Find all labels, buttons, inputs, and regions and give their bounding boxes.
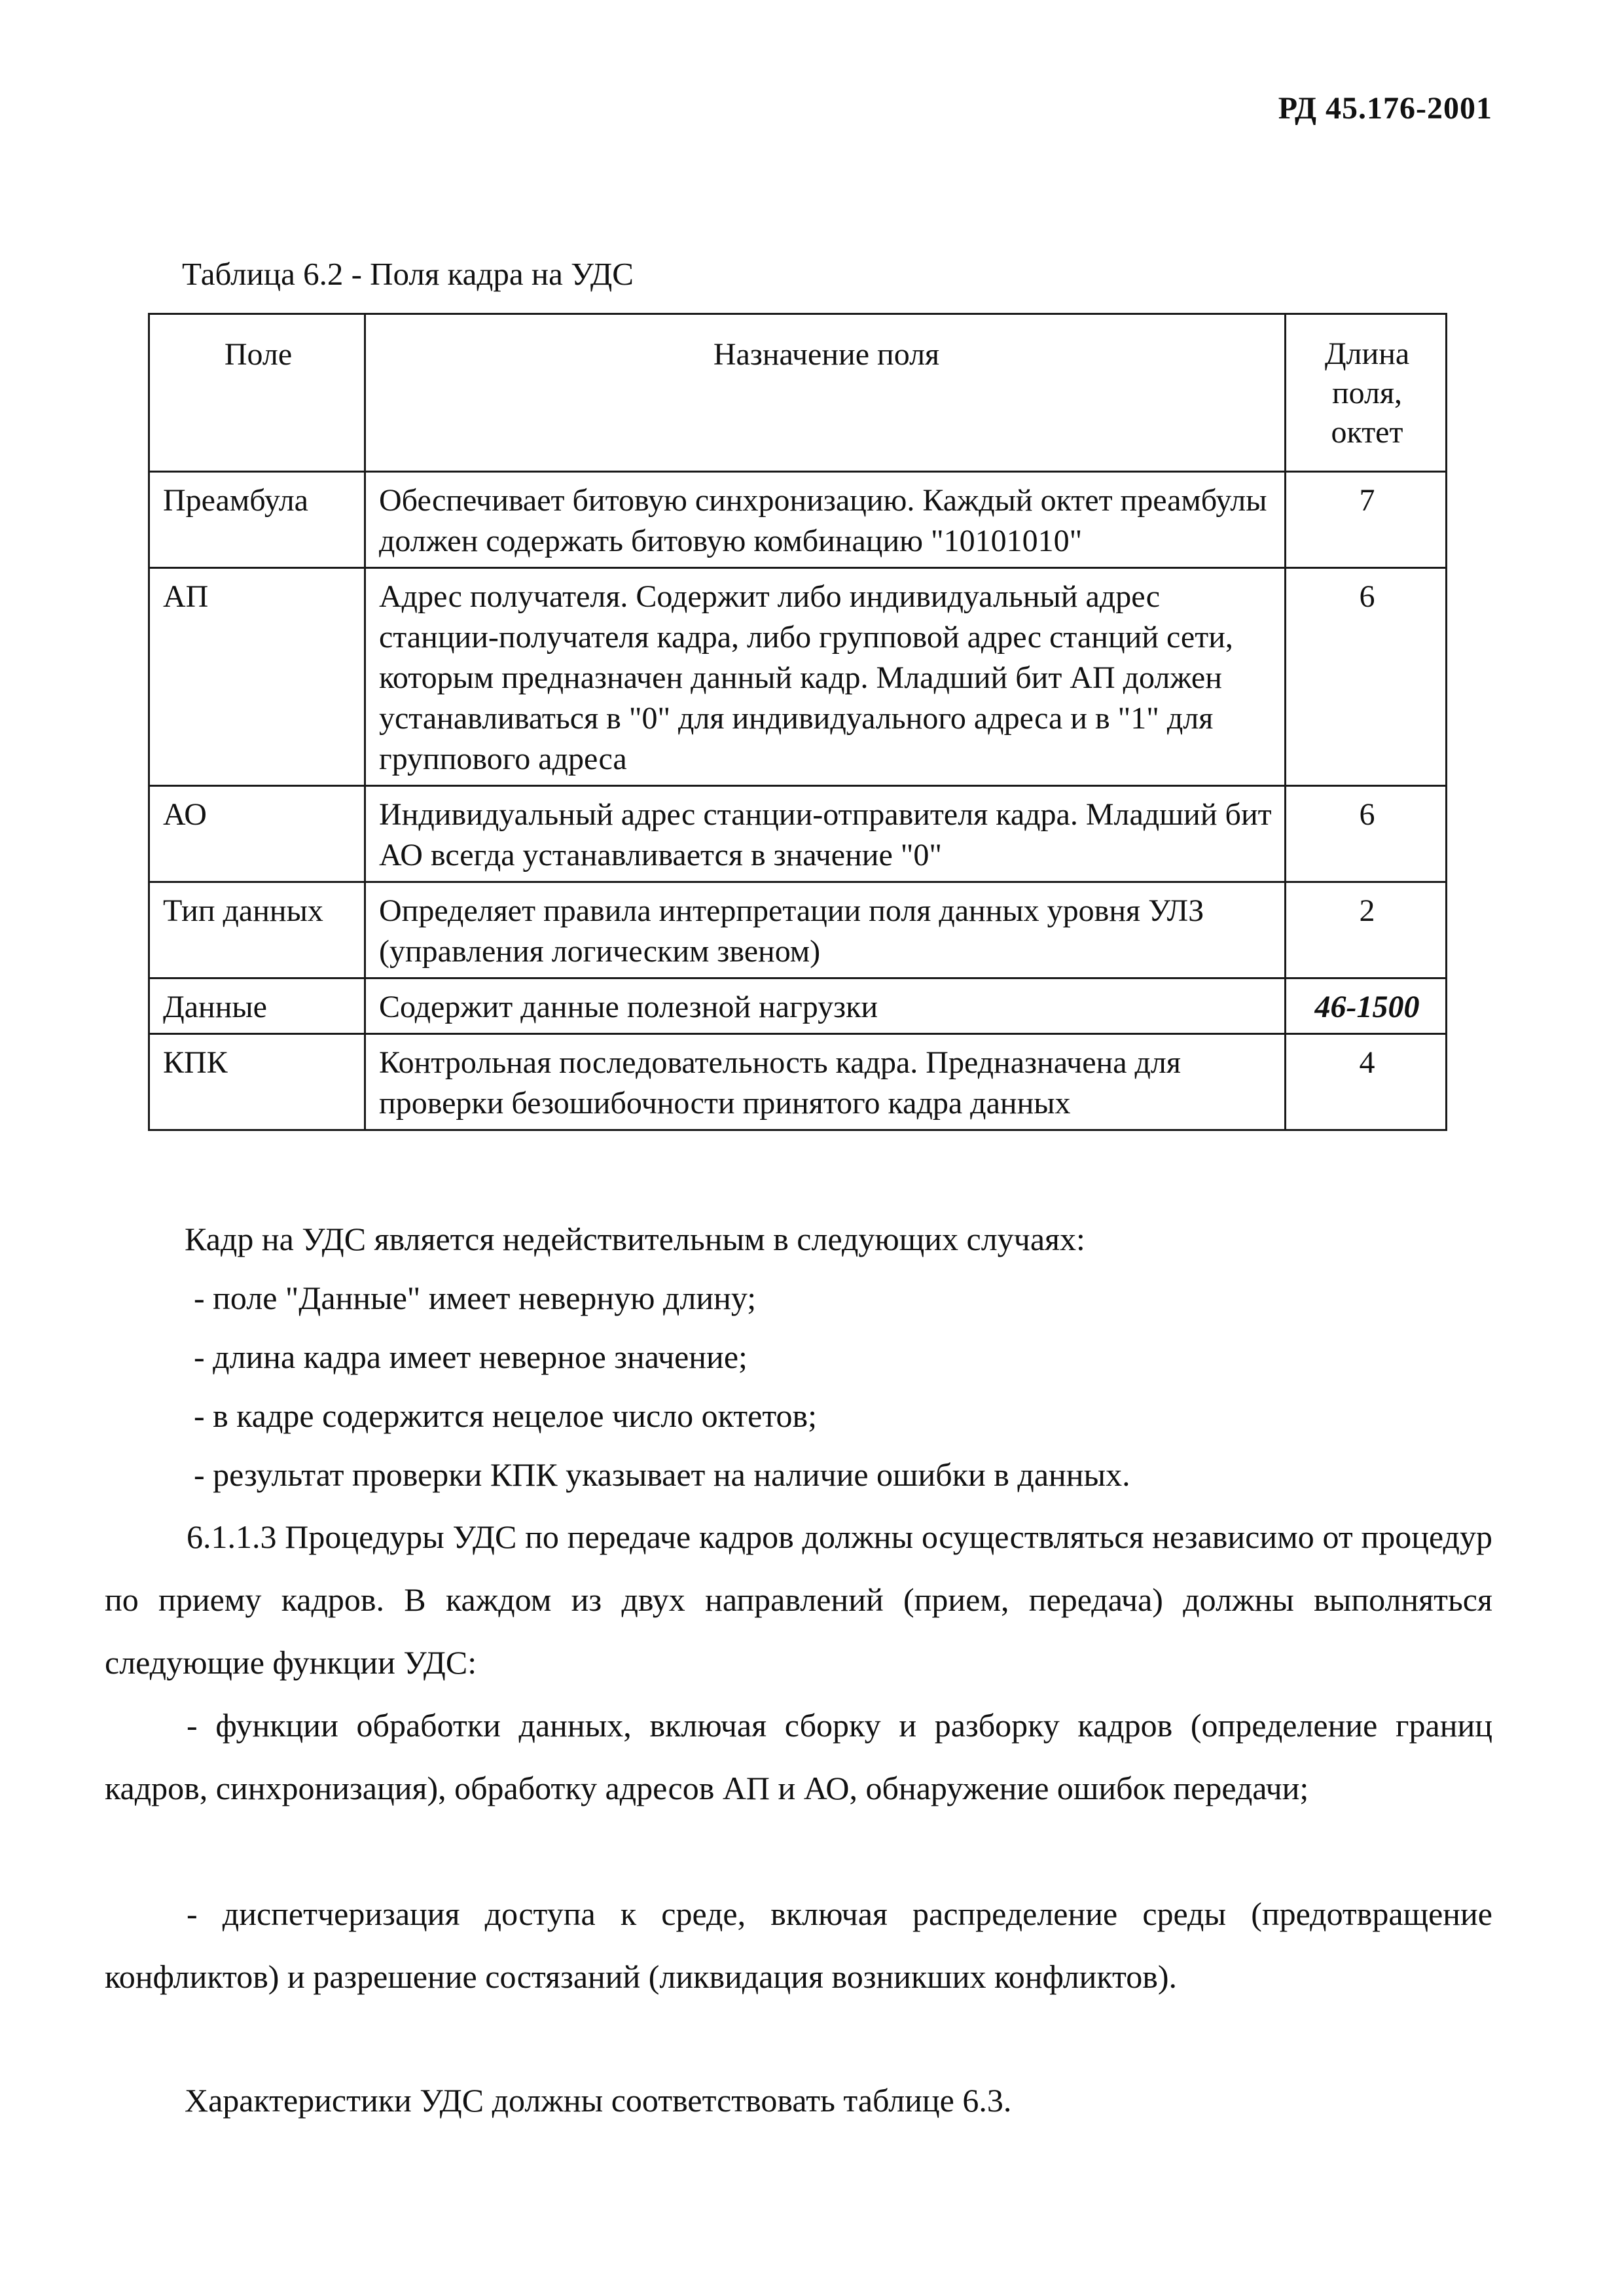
column-header-length: Длина поля, октет [1286, 314, 1447, 472]
column-header-purpose: Назначение поля [365, 314, 1286, 472]
cell-length: 4 [1286, 1034, 1447, 1130]
cell-field: АО [149, 786, 365, 882]
table-row [149, 882, 1447, 978]
cell-length: 46-1500 [1286, 978, 1447, 1034]
function-access-dispatch: - диспетчеризация доступа к среде, включая распределение среды (предотвращение конфликтов) и разрешение состязаний (ликвидация возникших конфликтов). [105, 1895, 1492, 1995]
table-row [149, 786, 1447, 882]
cell-purpose: Адрес получателя. Содержит либо индивидуальный адрес станции-получателя кадра, либо групповой адрес станций сети, которым предназначен данный кадр. Младший бит АП должен устанавливаться в "0" для индивидуального адреса и в "1" для группового адреса [365, 568, 1286, 786]
frame-fields-table [148, 313, 1447, 1131]
cell-field: АП [149, 568, 365, 786]
cell-field: Преамбула [149, 472, 365, 568]
table-row [149, 568, 1447, 786]
cell-purpose: Обеспечивает битовую синхронизацию. Каждый октет преамбулы должен содержать битовую комбинацию "10101010" [365, 472, 1286, 568]
clause-6-1-1-3: 6.1.1.3 Процедуры УДС по передаче кадров должны осуществляться независимо от процедур по приему кадров. В каждом из двух направлений (прием, передача) должны выполняться следующие функции УДС: [105, 1518, 1492, 1681]
cell-length: 6 [1286, 568, 1447, 786]
table-row [149, 978, 1447, 1034]
cell-field: Данные [149, 978, 365, 1034]
closing-sentence: Характеристики УДС должны соответствовать таблице 6.3. [185, 2082, 1012, 2119]
table-row [149, 472, 1447, 568]
cell-purpose: Определяет правила интерпретации поля данных уровня УЛЗ (управления логическим звеном) [365, 882, 1286, 978]
column-header-field: Поле [149, 314, 365, 472]
invalid-frame-intro: Кадр на УДС является недействительным в следующих случаях: [185, 1221, 1085, 1257]
cell-field: КПК [149, 1034, 365, 1130]
invalid-item: - поле "Данные" имеет неверную длину; [194, 1280, 757, 1316]
document-code: РД 45.176-2001 [1278, 91, 1492, 126]
invalid-item: - результат проверки КПК указывает на наличие ошибки в данных. [194, 1456, 1130, 1493]
cell-purpose: Содержит данные полезной нагрузки [365, 978, 1286, 1034]
invalid-item: - длина кадра имеет неверное значение; [194, 1338, 748, 1375]
cell-length: 2 [1286, 882, 1447, 978]
cell-field: Тип данных [149, 882, 365, 978]
function-data-processing: - функции обработки данных, включая сборку и разборку кадров (определение границ кадров, синхронизация), обработку адресов АП и АО, обнаружение ошибок передачи; [105, 1707, 1492, 1806]
cell-purpose: Контрольная последовательность кадра. Предназначена для проверки безошибочности принятого кадра данных [365, 1034, 1286, 1130]
cell-purpose: Индивидуальный адрес станции-отправителя кадра. Младший бит АО всегда устанавливается в значение "0" [365, 786, 1286, 882]
cell-length: 6 [1286, 786, 1447, 882]
table-header-row [149, 314, 1447, 472]
table-caption: Таблица 6.2 - Поля кадра на УДС [182, 256, 634, 292]
table-row [149, 1034, 1447, 1130]
invalid-item: - в кадре содержится нецелое число октетов; [194, 1397, 818, 1434]
cell-length: 7 [1286, 472, 1447, 568]
